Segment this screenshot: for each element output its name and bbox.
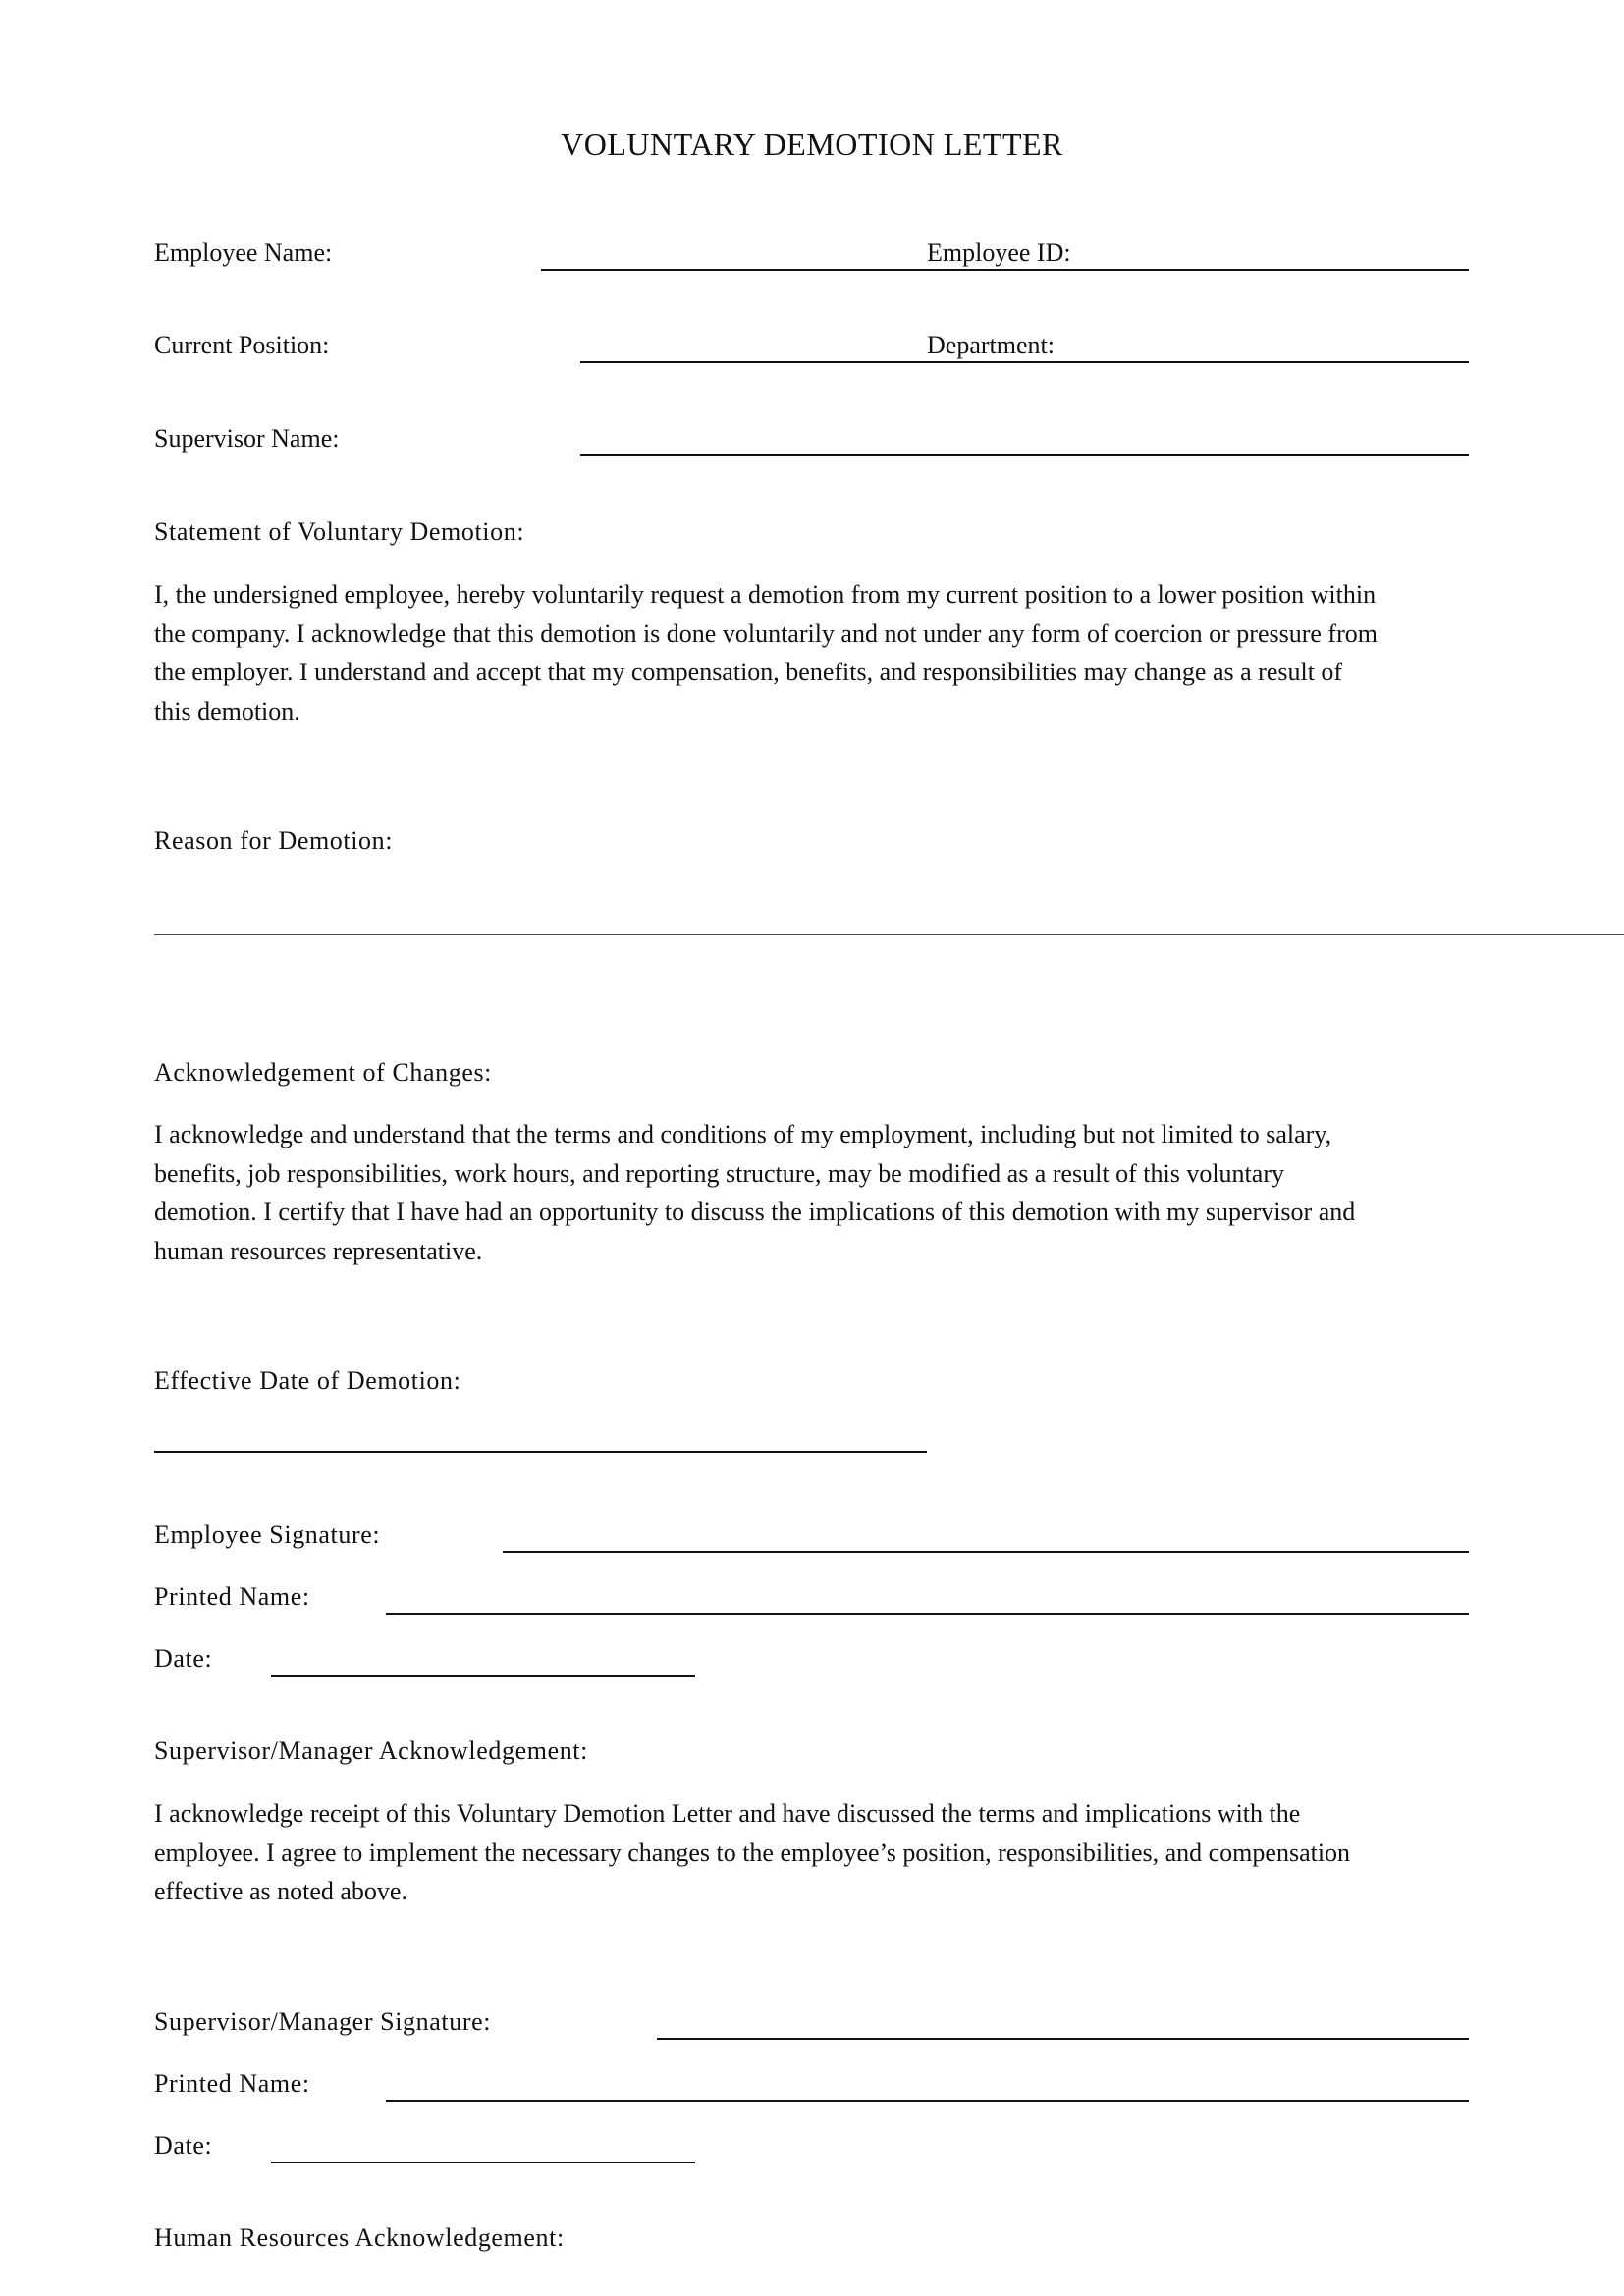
supervisor-line: I acknowledge receipt of this Voluntary Demotion Letter and have discussed the terms and implications with the: [154, 1799, 1301, 1828]
acknowledgement-line: demotion. I certify that I have had an opportunity to discuss the implications of this demotion with my supervisor and: [154, 1198, 1356, 1226]
acknowledgement-heading: Acknowledgement of Changes:: [154, 1058, 493, 1087]
reason-field[interactable]: [154, 934, 1624, 935]
supervisor-signature-label: Supervisor/Manager Signature:: [154, 2007, 492, 2036]
statement-line: the employer. I understand and accept that my compensation, benefits, and responsibilities may change as a result of: [154, 658, 1343, 686]
reason-heading: Reason for Demotion:: [154, 827, 394, 855]
current-position-label: Current Position:: [154, 331, 330, 359]
supervisor-line: effective as noted above.: [154, 1877, 407, 1905]
supervisor-name-label: Supervisor Name:: [154, 424, 340, 453]
supervisor-line: employee. I agree to implement the necessary changes to the employee’s position, responsibilities, and compensation: [154, 1838, 1351, 1867]
acknowledgement-line: human resources representative.: [154, 1236, 483, 1265]
statement-heading: Statement of Voluntary Demotion:: [154, 517, 525, 546]
supervisor-name-field[interactable]: [580, 454, 1469, 456]
effective-date-heading: Effective Date of Demotion:: [154, 1366, 461, 1395]
employee-id-label: Employee ID:: [927, 239, 1071, 267]
statement-paragraph: [154, 575, 1489, 730]
supervisor-date-field[interactable]: [271, 2162, 695, 2163]
statement-line: I, the undersigned employee, hereby voluntarily request a demotion from my current position to a lower position within: [154, 580, 1377, 609]
employee-name-label: Employee Name:: [154, 239, 333, 267]
acknowledgement-line: I acknowledge and understand that the terms and conditions of my employment, including but not limited to salary,: [154, 1120, 1332, 1148]
supervisor-printed-name-field[interactable]: [386, 2100, 1469, 2102]
employee-signature-label: Employee Signature:: [154, 1521, 381, 1549]
statement-line: this demotion.: [154, 696, 300, 725]
statement-line: the company. I acknowledge that this demotion is done voluntarily and not under any form of coercion or pressure from: [154, 618, 1378, 648]
employee-name-field[interactable]: [541, 269, 1469, 271]
supervisor-printed-name-label: Printed Name:: [154, 2069, 310, 2098]
hr-heading: Human Resources Acknowledgement:: [154, 2223, 565, 2252]
page-title: VOLUNTARY DEMOTION LETTER: [561, 127, 1063, 162]
current-position-field[interactable]: [580, 361, 1469, 363]
supervisor-paragraph: [154, 1794, 1489, 1911]
employee-signature-field[interactable]: [503, 1551, 1469, 1553]
employee-date-label: Date:: [154, 1644, 213, 1673]
employee-date-field[interactable]: [271, 1675, 695, 1677]
acknowledgement-line: benefits, job responsibilities, work hours, and reporting structure, may be modified as a result of this voluntary: [154, 1158, 1284, 1188]
effective-date-field[interactable]: [154, 1451, 927, 1453]
acknowledgement-paragraph: [154, 1115, 1489, 1270]
supervisor-date-label: Date:: [154, 2131, 213, 2160]
employee-printed-name-label: Printed Name:: [154, 1582, 310, 1611]
department-label: Department:: [927, 331, 1055, 359]
supervisor-heading: Supervisor/Manager Acknowledgement:: [154, 1736, 588, 1765]
supervisor-signature-field[interactable]: [657, 2038, 1469, 2040]
employee-printed-name-field[interactable]: [386, 1613, 1469, 1615]
